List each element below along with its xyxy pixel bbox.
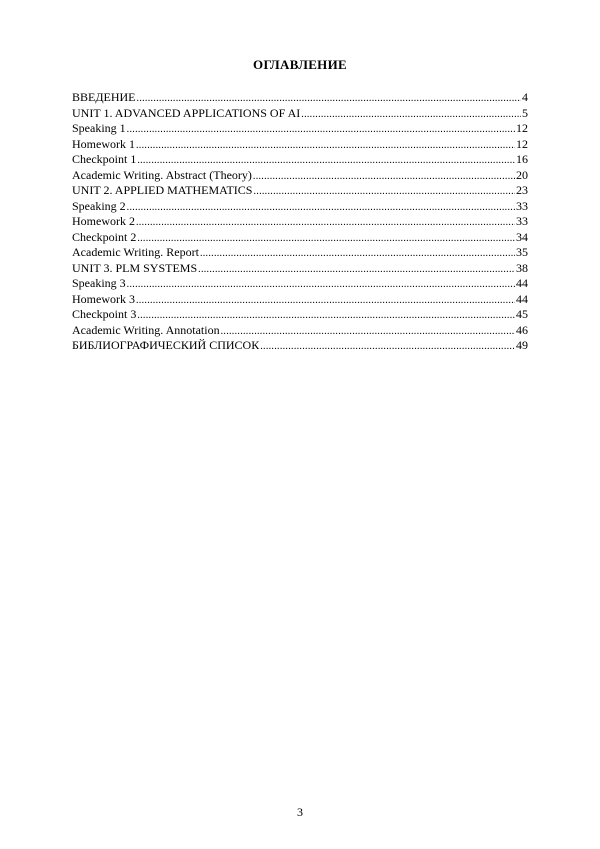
toc-entry-page: 5 [522,105,528,120]
toc-entry-page: 44 [516,291,528,306]
toc-entry[interactable] [72,230,528,246]
toc-entry-label: ВВЕДЕНИЕ [72,90,136,104]
toc-entry-label: Academic Writing. Report [72,245,199,259]
toc-entry[interactable] [72,307,528,323]
toc-entry-page: 16 [516,152,528,166]
toc-entry[interactable] [72,106,528,122]
toc-entry-page: 23 [516,183,528,197]
dot-leader [253,168,515,185]
toc-entry-label: Speaking 1 [72,121,126,135]
toc-entry-label: UNIT 1. ADVANCED APPLICATIONS OF AI [72,105,301,120]
toc-entry-label: UNIT 3. PLM SYSTEMS [72,260,198,275]
dot-leader [136,137,515,154]
dot-leader [198,261,515,278]
toc-entry-label: Checkpoint 3 [72,307,137,321]
toc-entry-page: 38 [516,260,528,275]
toc-entry-label: Speaking 3 [72,276,126,290]
toc-entry[interactable] [72,261,528,277]
toc-entry[interactable] [72,245,528,261]
toc-entry-page: 49 [516,338,528,352]
dot-leader [136,292,515,309]
toc-entry-label: Homework 2 [72,214,135,228]
dot-leader [200,245,515,262]
toc-entry[interactable] [72,199,528,215]
toc-entry-page: 46 [516,322,528,337]
toc-entry[interactable] [72,90,528,106]
toc-entry-page: 45 [516,307,528,321]
toc-entry[interactable] [72,168,528,184]
table-of-contents [72,90,528,354]
dot-leader [137,152,515,169]
toc-entry-label: Checkpoint 1 [72,152,137,166]
toc-entry[interactable] [72,323,528,339]
toc-entry[interactable] [72,137,528,153]
dot-leader [136,214,515,231]
toc-entry-label: Academic Writing. Annotation [72,322,220,337]
dot-leader [260,338,515,355]
toc-entry-label: Speaking 2 [72,198,126,213]
toc-entry-page: 20 [516,167,528,182]
toc-entry-page: 44 [516,276,528,290]
toc-entry-page: 35 [516,245,528,259]
dot-leader [301,106,521,123]
toc-entry[interactable] [72,276,528,292]
toc-title: ОГЛАВЛЕНИЕ [253,57,347,72]
toc-entry-label: Checkpoint 2 [72,229,137,244]
dot-leader [253,183,515,200]
toc-entry-label: UNIT 2. APPLIED MATHEMATICS [72,183,253,197]
toc-entry-page: 4 [522,90,528,104]
toc-entry[interactable] [72,152,528,168]
toc-entry-page: 34 [516,229,528,244]
dot-leader [137,90,521,107]
toc-entry[interactable] [72,338,528,354]
toc-entry-label: Academic Writing. Abstract (Theory) [72,167,252,182]
toc-entry[interactable] [72,214,528,230]
dot-leader [127,276,515,293]
dot-leader [127,199,515,216]
toc-entry[interactable] [72,121,528,137]
dot-leader [137,230,515,247]
toc-entry-page: 33 [516,214,528,228]
toc-entry-label: БИБЛИОГРАФИЧЕСКИЙ СПИСОК [72,338,260,352]
toc-entry-label: Homework 1 [72,136,135,151]
toc-entry[interactable] [72,183,528,199]
toc-entry-page: 12 [516,136,528,151]
dot-leader [127,121,515,138]
toc-entry-page: 12 [516,121,528,135]
page-number: 3 [297,805,303,819]
toc-entry-label: Homework 3 [72,291,135,306]
dot-leader [221,323,515,340]
dot-leader [137,307,515,324]
toc-entry[interactable] [72,292,528,308]
toc-entry-page: 33 [516,198,528,213]
